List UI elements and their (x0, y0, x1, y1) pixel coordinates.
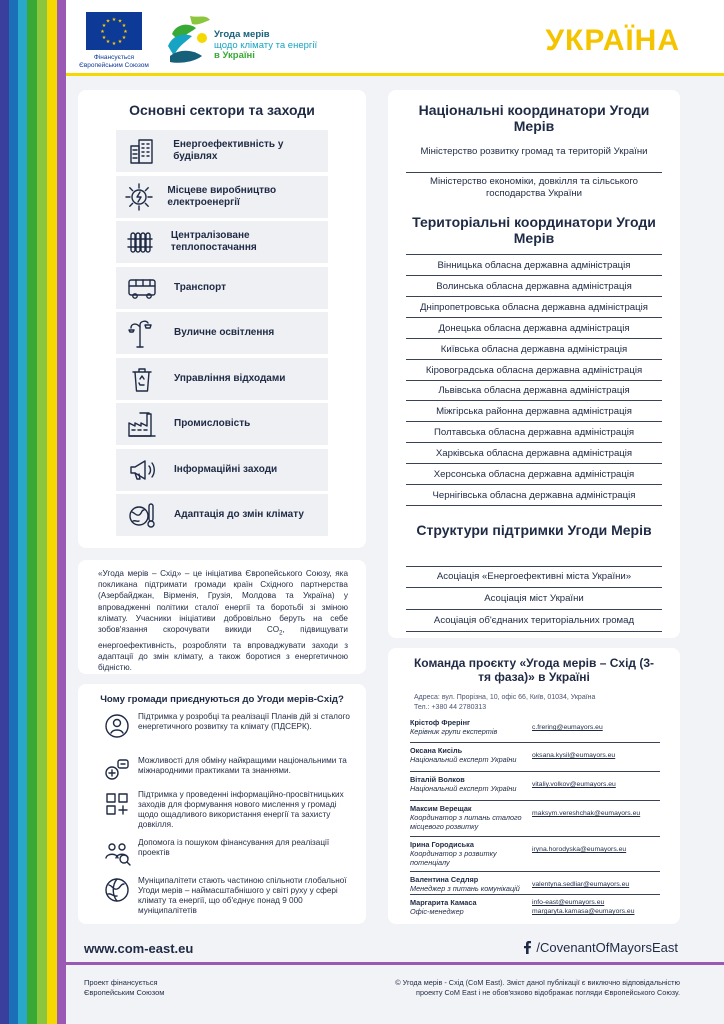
street-light-icon (116, 312, 168, 354)
team-member-row (410, 838, 660, 872)
member-email-cell (532, 838, 660, 871)
sector-label: Енергоефективність у будівлях (173, 139, 284, 162)
member-name: Крістоф Фрерінг (410, 718, 471, 727)
territorial-coordinator: Волинська обласна державна адміністрація (406, 276, 662, 297)
sector-label: Транспорт (174, 281, 227, 293)
svg-text:★: ★ (117, 18, 123, 25)
svg-text:★: ★ (117, 39, 123, 45)
sector-item (116, 449, 328, 491)
eu-flag-icon (86, 12, 142, 50)
sector-label: Адаптація до змін клімату (174, 509, 304, 520)
member-email[interactable]: c.frering@eumayors.eu (532, 724, 603, 731)
team-member-row (410, 873, 660, 895)
national-coordinator: Міністерство розвитку громад та територій України (420, 146, 648, 157)
team-address: Адреса: вул. Прорізна, 10, офіс 66, Київ, 01034, Україна (414, 694, 596, 701)
territorial-coordinator: Міжгірська районна державна адміністрація (406, 401, 662, 422)
sun-energy-icon (116, 176, 161, 218)
why-text: Підтримка у розробці та реалізації Планів дій зі сталого енергетичного розвитку та клімату (ПДСЕРК). (138, 712, 350, 731)
member-name: Максим Верещак (410, 804, 472, 813)
svg-text:★: ★ (111, 17, 117, 23)
member-role: Національний експерт України (410, 784, 517, 793)
member-name: Маргарита Камаса (410, 898, 477, 907)
sectors-title: Основні сектори та заходи (129, 102, 315, 118)
funded-note: Проект фінансується Європейським Союзом (84, 978, 165, 997)
territorial-coordinator: Львівська обласна державна адміністрація (406, 380, 662, 401)
territorial-coordinator: Чернігівська обласна державна адміністрація (406, 485, 662, 506)
territorial-title: Територіальні координатори Угоди Мерів (412, 214, 656, 246)
member-email-cell (532, 802, 660, 836)
country-title: УКРАЇНА (545, 24, 680, 57)
bus-icon (116, 267, 168, 309)
intro-text: «Угода мерів – Схід» – це ініціатива Європейського Союзу, яка покликана підтримати громади країн Східного партнерства (Азербайджан, Вірменія, Грузія, Молдова та Україна) у впровадженні політики сталої енергії та боротьбі зі зміною клімату. Учасники ініціативи добровільно беруть на себе зобов'язання скорочувати викиди $CO_2$, підвищувати енергоефективність, розробляти та впроваджувати заходи з адаптації до змін клімату, а також боротися з енергетичною бідністю. (98, 569, 348, 673)
territorial-coordinator: Вінницька обласна державна адміністрація (406, 255, 662, 276)
website-link[interactable]: www.com-east.eu (84, 941, 194, 956)
facebook-link[interactable] (523, 940, 678, 955)
territorial-coordinator: Кіровоградська обласна державна адміністрація (406, 360, 662, 381)
megaphone-icon (116, 449, 168, 491)
sector-label: Місцеве виробництво електроенергії (167, 184, 277, 208)
territorial-coordinator: Дніпропетровська обласна державна адміністрація (406, 297, 662, 318)
member-email[interactable]: oksana.kysil@eumayors.eu (532, 752, 616, 759)
sector-item (116, 176, 328, 218)
team-member (410, 838, 532, 871)
member-role: Керівник групи експертів (410, 727, 498, 736)
exchange-icon (96, 756, 138, 784)
logo-line-2: щодо клімату та енергії (214, 39, 318, 51)
why-text: Муніципалітети стають частиною спільноти глобальної Угоди мерів – наймасштабнішого у світі руху у сфері клімату та енергії, що об'єднує понад 9 000 муніципалітетів (138, 876, 347, 915)
divider (406, 172, 662, 173)
team-member-row (410, 773, 660, 801)
sector-label: Вуличне освітлення (174, 327, 275, 338)
member-name: Ірина Городиська (410, 840, 474, 849)
member-role: Офіс-менеджер (410, 907, 464, 916)
footer-divider (66, 962, 724, 965)
team-member-row (410, 802, 660, 837)
sector-label: Управління відходами (174, 372, 286, 384)
svg-text:★: ★ (101, 35, 107, 41)
support-icon (96, 712, 138, 740)
sector-item (116, 312, 328, 354)
team-member (410, 744, 532, 771)
team-member (410, 896, 532, 920)
recycle-bin-icon (116, 358, 168, 400)
territorial-coordinator: Полтавська обласна державна адміністрація (406, 422, 662, 443)
team-title: Команда проєкту «Угода мерів – Схід (3-тя фаза)» в Україні (413, 656, 655, 684)
why-item (96, 790, 354, 830)
team-member-row (410, 716, 660, 743)
team-member-row (410, 896, 660, 920)
support-structure: Асоціація об'єднаних територіальних громад (406, 610, 662, 632)
team-member (410, 773, 532, 800)
sector-item (116, 221, 328, 263)
sector-item (116, 403, 328, 445)
header-divider (66, 73, 724, 76)
territorial-coordinator: Херсонська обласна державна адміністрація (406, 464, 662, 485)
logo-line-3: в Україні (214, 50, 255, 61)
member-role: Менеджер з питань комунікацій (410, 884, 520, 893)
territorial-coordinator: Харківська обласна державна адміністрація (406, 443, 662, 464)
svg-text:★: ★ (111, 41, 117, 47)
why-item (96, 756, 354, 784)
svg-text:★: ★ (123, 29, 128, 35)
team-phone: Тел.: +380 44 2780313 (414, 704, 487, 711)
factory-icon (116, 403, 168, 445)
territorial-coordinator: Київська обласна державна адміністрація (406, 339, 662, 360)
color-stripes (0, 0, 66, 1024)
member-email-cell (532, 896, 660, 920)
member-role: Координатор з питань сталого місцевого розвитку (410, 813, 522, 831)
sector-label: Промисловість (174, 418, 251, 429)
member-name: Оксана Кисіль (410, 746, 463, 755)
funding-icon (96, 838, 138, 866)
why-title: Чому громади приєднуються до Угоди мерів-Схід? (100, 694, 344, 705)
member-email-cell (532, 744, 660, 771)
com-logo-text (214, 30, 317, 62)
team-member (410, 873, 532, 894)
member-email-cell (532, 773, 660, 800)
team-member (410, 802, 532, 836)
sector-item (116, 130, 328, 172)
territorial-coordinator: Донецька обласна державна адміністрація (406, 318, 662, 339)
svg-text:★: ★ (121, 23, 127, 29)
member-email-cell (532, 716, 660, 742)
national-title: Національні координатори Угоди Мерів (418, 102, 650, 134)
member-role: Національний експерт України (410, 755, 517, 764)
why-item (96, 712, 354, 740)
com-logo-icon (166, 12, 212, 68)
member-email-cell (532, 873, 660, 894)
sector-item (116, 494, 328, 536)
support-structure: Асоціація «Енергоефективні міста України» (406, 566, 662, 588)
sector-item (116, 358, 328, 400)
member-email[interactable]: maksym.vereshchak@eumayors.eu (532, 810, 641, 817)
radiator-icon (116, 221, 165, 263)
member-email[interactable]: valentyna.sedliar@eumayors.eu (532, 881, 630, 888)
member-name: Віталій Волков (410, 775, 465, 784)
globe-icon (96, 876, 138, 916)
awareness-icon (96, 790, 138, 830)
team-member-row (410, 744, 660, 772)
sector-label: Інформаційні заходи (174, 463, 278, 475)
svg-text:★: ★ (105, 39, 111, 45)
climate-icon (116, 494, 168, 536)
member-email[interactable]: info-east@eumayors.eu (532, 899, 605, 906)
support-structure: Асоціація міст України (406, 588, 662, 610)
logo-line-1: Угода мерів (214, 29, 270, 40)
sector-item (116, 267, 328, 309)
member-email[interactable]: vitaliy.volkov@eumayors.eu (532, 781, 616, 788)
eu-caption: Фінансується Європейським Союзом (79, 54, 149, 69)
why-item (96, 838, 354, 866)
member-email[interactable]: iryna.horodyska@eumayors.eu (532, 846, 627, 853)
sector-label: Централізоване теплопостачання (170, 230, 257, 253)
disclaimer: © Угода мерів - Схід (CoM East). Зміст даної публікації є виключно відповідальністю проекту CoM East і не обов'язково відображає погляди Європейського Союзу. (395, 978, 680, 997)
svg-text:★: ★ (100, 29, 105, 35)
svg-text:★: ★ (105, 18, 111, 25)
svg-text:★: ★ (101, 23, 107, 29)
why-text: Допомога із пошуком фінансування для реалізації проектів (138, 838, 330, 857)
member-role: Координатор з розвитку потенціалу (410, 849, 497, 867)
why-item (96, 876, 354, 916)
facebook-handle: /CovenantOfMayorsEast (536, 940, 678, 955)
svg-text:★: ★ (121, 35, 127, 41)
team-member (410, 716, 532, 742)
support-title: Структури підтримки Угоди Мерів (416, 522, 652, 538)
building-icon (116, 130, 167, 172)
member-name: Валентина Седляр (410, 875, 479, 884)
national-coordinator: Міністерство економіки, довкілля та сільського господарства України (430, 176, 638, 199)
why-text: Підтримка у проведенні інформаційно-просвітницьких заходів для формування нового мислення у громаді щодо ощадливого використання енергії та захисту довкілля. (138, 790, 344, 829)
why-text: Можливості для обміну найкращими національними та міжнародними практиками та знаннями. (138, 756, 347, 775)
facebook-icon (523, 941, 532, 954)
member-email[interactable]: margaryta.kamasa@eumayors.eu (532, 908, 635, 915)
